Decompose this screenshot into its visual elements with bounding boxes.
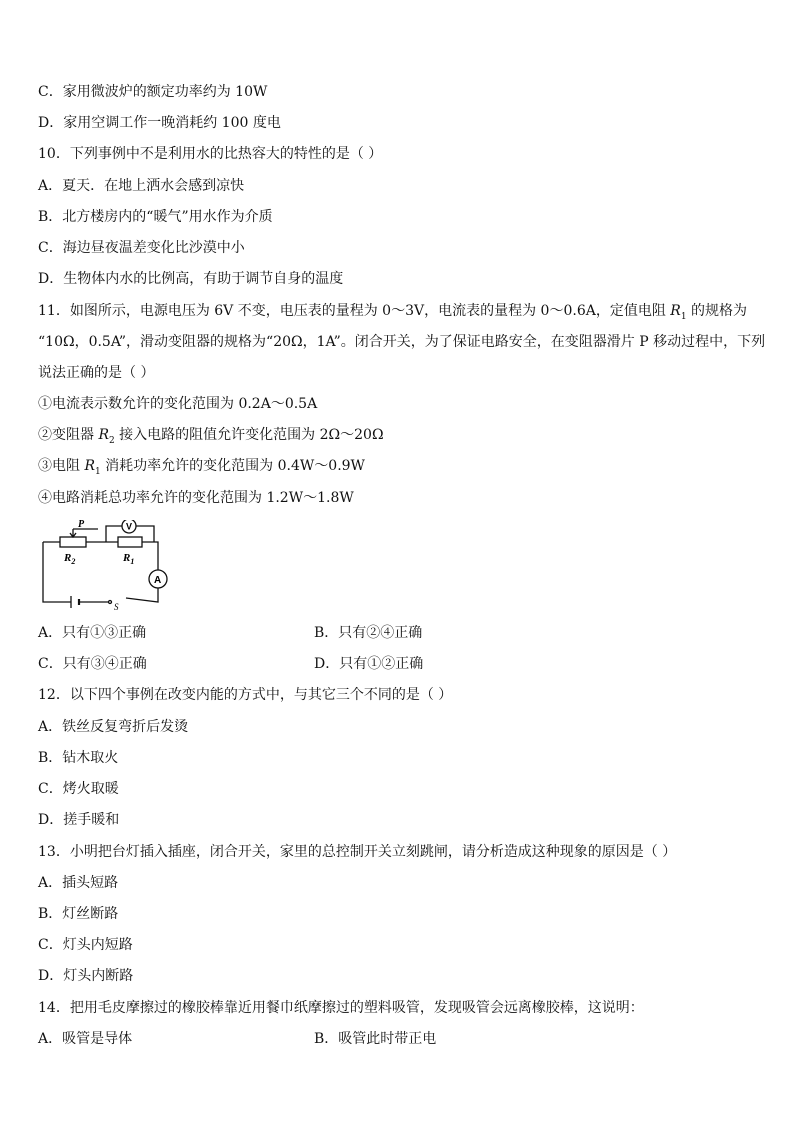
q12-stem: 12．以下四个事例在改变内能的方式中，与其它三个不同的是（ ） [38, 687, 453, 703]
wire-left [43, 542, 71, 602]
q13-option-c: C．灯头内短路 [38, 937, 133, 953]
label-r2-sub: 2 [71, 557, 76, 566]
q14-stem: 14．把用毛皮摩擦过的橡胶棒靠近用餐巾纸摩擦过的塑料吸管，发现吸管会远离橡胶棒，这说明： [38, 1000, 644, 1016]
q11-option-c: C．只有③④正确 [38, 656, 147, 672]
circuit-diagram [38, 520, 178, 610]
r1-symbol: R [84, 458, 95, 474]
q11-statement-1: ①电流表示数允许的变化范围为 0.2A～0.5A [38, 396, 318, 412]
r1-subscript: 1 [95, 466, 101, 477]
label-s: S [114, 602, 119, 610]
q11-stem-text-end: 的规格为 [686, 303, 748, 319]
q12-option-d: D．搓手暖和 [38, 812, 120, 828]
r2-subscript: 2 [109, 435, 115, 446]
q14-option-a: A．吸管是导体 [38, 1031, 133, 1047]
label-a: A [154, 575, 162, 586]
q12-option-a: A．铁丝反复弯折后发烫 [38, 719, 189, 735]
q13-option-a: A．插头短路 [38, 875, 119, 891]
label-r1-letter: R [123, 552, 131, 564]
q10-option-d: D．生物体内水的比例高，有助于调节自身的温度 [38, 271, 344, 287]
q11-stem-line1 [38, 302, 747, 320]
q11-statement-2 [38, 426, 384, 444]
stmt2-text-end: 接入电路的阻值允许变化范围为 2Ω～20Ω [114, 427, 384, 443]
r2-symbol: R [98, 427, 109, 443]
label-r2-letter: R [64, 552, 72, 564]
wire-v-left [106, 526, 122, 542]
q10-option-b: B．北方楼房内的“暖气”用水作为介质 [38, 209, 273, 225]
stmt3-text: ③电阻 [38, 458, 85, 474]
r2-resistor [60, 537, 86, 547]
stmt2-text: ②变阻器 [38, 427, 99, 443]
label-v: V [126, 521, 133, 532]
q11-option-b: B．只有②④正确 [314, 625, 423, 641]
q11-stem-line3: 说法正确的是（ ） [38, 365, 155, 381]
q14-option-b: B．吸管此时带正电 [314, 1031, 437, 1047]
q10-option-a: A．夏天．在地上洒水会感到凉快 [38, 178, 245, 194]
wire-bottom-right [126, 588, 158, 602]
q9-option-c: C．家用微波炉的额定功率约为 10W [38, 84, 268, 100]
wire-v-right [136, 526, 154, 542]
q13-stem: 13．小明把台灯插入插座，闭合开关，家里的总控制开关立刻跳闸，请分析造成这种现象的原因是（ ） [38, 844, 677, 860]
label-r1 [122, 552, 134, 566]
label-r2 [63, 552, 75, 566]
stmt3-text-end: 消耗功率允许的变化范围为 0.4W～0.9W [100, 458, 365, 474]
q11-option-d: D．只有①②正确 [314, 656, 424, 672]
q9-option-d: D．家用空调工作一晚消耗约 100 度电 [38, 115, 281, 131]
q10-option-c: C．海边昼夜温差变化比沙漠中小 [38, 240, 245, 256]
q12-option-c: C．烤火取暖 [38, 781, 119, 797]
q12-option-b: B．钻木取火 [38, 750, 119, 766]
r1-resistor [118, 537, 142, 547]
q11-option-a: A．只有①③正确 [38, 625, 147, 641]
q11-stem-text: 11．如图所示，电源电压为 6V 不变，电压表的量程为 0～3V，电流表的量程为 0～0.6A，定值电阻 [38, 303, 671, 319]
q13-option-b: B．灯丝断路 [38, 906, 119, 922]
q11-statement-3 [38, 457, 365, 475]
q11-statement-4: ④电路消耗总功率允许的变化范围为 1.2W～1.8W [38, 490, 354, 506]
q11-stem-line2: “10Ω，0.5A”，滑动变阻器的规格为“20Ω，1A”。闭合开关，为了保证电路安全，在变阻器滑片 P 移动过程中，下列 [38, 334, 766, 350]
switch-contact [109, 601, 112, 604]
r1-symbol: R [670, 303, 681, 319]
r1-subscript: 1 [680, 311, 687, 322]
label-p: P [78, 520, 85, 530]
q10-stem: 10．下列事例中不是利用水的比热容大的特性的是（ ） [38, 146, 383, 162]
q13-option-d: D．灯头内断路 [38, 968, 134, 984]
label-r1-sub: 1 [130, 557, 135, 566]
wire-right [142, 542, 158, 570]
